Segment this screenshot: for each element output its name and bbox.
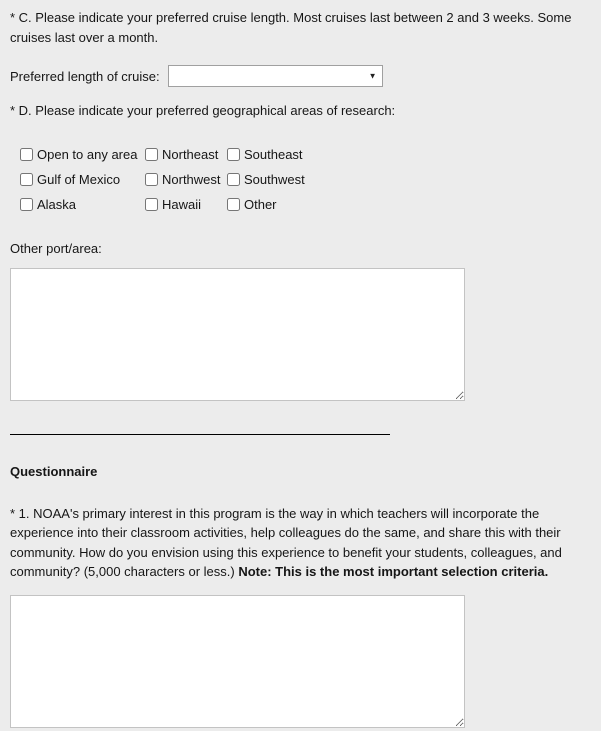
checkbox-southwest[interactable]: [227, 170, 360, 190]
other-port-area-label: Other port/area:: [10, 240, 102, 256]
question-1-textarea[interactable]: [10, 595, 465, 728]
checkbox[interactable]: [20, 173, 33, 186]
geo-areas-checkbox-grid: [20, 145, 360, 215]
checkbox-gulf-of-mexico[interactable]: [20, 170, 145, 190]
checkbox[interactable]: [145, 148, 158, 161]
checkbox-label: Gulf of Mexico: [37, 172, 121, 187]
cruise-length-select-wrap: [168, 65, 383, 87]
checkbox-label: Southeast: [244, 147, 303, 162]
questionnaire-heading: Questionnaire: [10, 464, 98, 479]
checkbox[interactable]: [227, 148, 240, 161]
cruise-length-row: [10, 65, 587, 87]
checkbox[interactable]: [20, 148, 33, 161]
cruise-length-select[interactable]: [168, 65, 383, 87]
section-divider: [10, 434, 390, 435]
checkbox-northeast[interactable]: [145, 145, 227, 165]
other-port-area-textarea[interactable]: [10, 268, 465, 401]
checkbox-label: Northeast: [162, 147, 219, 162]
question-1-text: [10, 504, 587, 582]
checkbox-alaska[interactable]: [20, 195, 145, 215]
checkbox-label: Other: [244, 197, 277, 212]
checkbox-southeast[interactable]: [227, 145, 360, 165]
checkbox-label: Northwest: [162, 172, 221, 187]
checkbox[interactable]: [145, 198, 158, 211]
cruise-length-prompt: * C. Please indicate your preferred cruise length. Most cruises last between 2 and 3 weeks. Some cruises last over a month.: [10, 10, 572, 45]
checkbox-label: Hawaii: [162, 197, 202, 212]
chevron-down-icon: ▼: [368, 71, 377, 81]
checkbox-other[interactable]: [227, 195, 360, 215]
checkbox[interactable]: [227, 173, 240, 186]
checkbox-open-to-any-area[interactable]: [20, 145, 145, 165]
geo-areas-prompt: * D. Please indicate your preferred geographical areas of research:: [10, 103, 396, 118]
checkbox[interactable]: [20, 198, 33, 211]
checkbox[interactable]: [145, 173, 158, 186]
question-1-body: * 1. NOAA's primary interest in this program is the way in which teachers will incorporate the experience into their classroom activities, help colleagues do the same, and share this with their community. How do you envision using this experience to benefit your students, colleagues, and community? (5,000 characters or less.): [10, 505, 562, 579]
cruise-length-label: Preferred length of cruise:: [10, 68, 160, 84]
checkbox-northwest[interactable]: [145, 170, 227, 190]
checkbox-hawaii[interactable]: [145, 195, 227, 215]
question-1-note: Note: This is the most important selection criteria.: [238, 564, 549, 579]
checkbox[interactable]: [227, 198, 240, 211]
checkbox-label: Alaska: [37, 197, 77, 212]
checkbox-label: Southwest: [244, 172, 305, 187]
checkbox-label: Open to any area: [37, 147, 138, 162]
